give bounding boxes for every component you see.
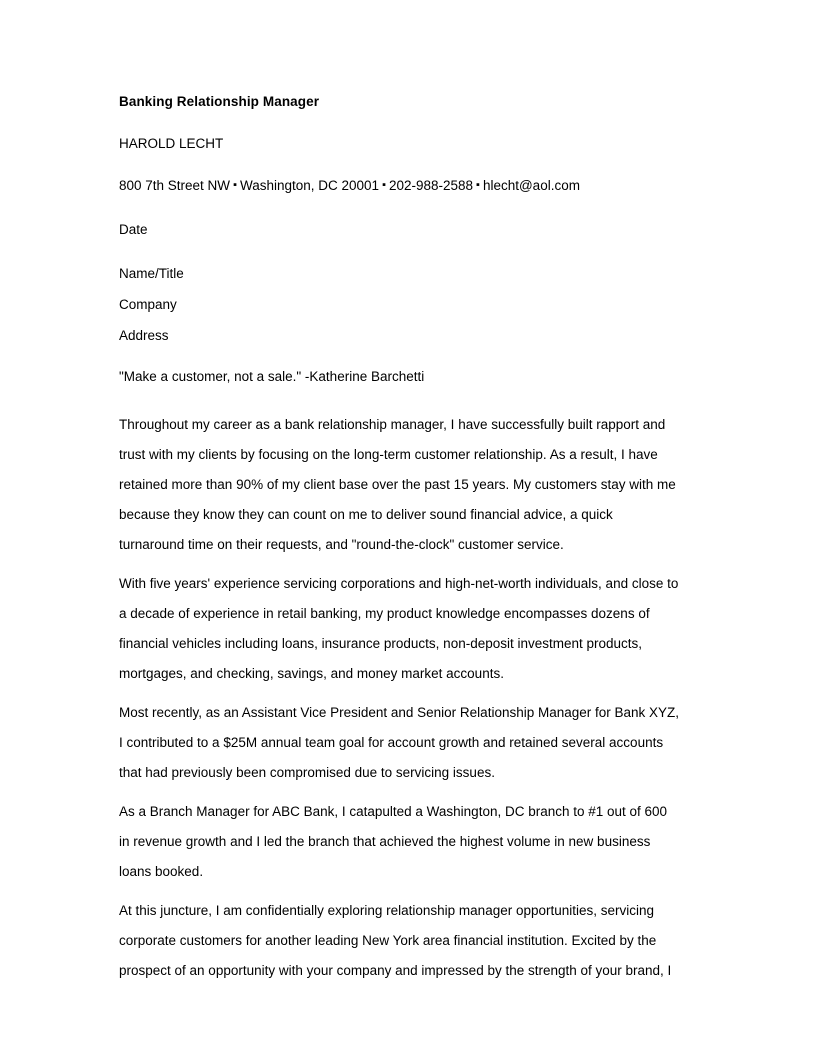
date-label: Date bbox=[119, 221, 148, 237]
body-paragraph: Throughout my career as a bank relationship manager, I have successfully built rapport and trust with my clients by focusing on the long-term customer relationship. As a result, I have retained more than 90% of my client base over the past 15 years. My customers stay with me because they know they can count on me to deliver sound financial advice, a quick turnaround time on their requests, and "round-the-clock" customer service. bbox=[119, 416, 676, 552]
body-paragraph: As a Branch Manager for ABC Bank, I catapulted a Washington, DC branch to #1 out of 600 in revenue growth and I led the branch that achieved the highest volume in new business loans booked. bbox=[119, 803, 668, 879]
bullet-separator-icon: ▪ bbox=[382, 179, 386, 192]
contact-phone: 202-988-2588 bbox=[388, 178, 474, 194]
body-paragraph: Most recently, as an Assistant Vice President and Senior Relationship Manager for Bank XYZ, I contributed to a $25M annual team goal for account growth and retained several accounts that had previously been compromised due to servicing issues. bbox=[119, 704, 680, 780]
bullet-separator-icon: ▪ bbox=[476, 179, 480, 192]
contact-email: hlecht@aol.com bbox=[482, 178, 580, 194]
recipient-company: Company bbox=[119, 296, 177, 312]
recipient-name-title: Name/Title bbox=[119, 265, 184, 281]
page-title: Banking Relationship Manager bbox=[119, 94, 320, 109]
sender-name: HAROLD LECHT bbox=[119, 136, 224, 152]
contact-street: 800 7th Street NW bbox=[119, 178, 231, 194]
epigraph-quote: "Make a customer, not a sale." -Katherine Barchetti bbox=[119, 369, 425, 385]
contact-line bbox=[119, 178, 681, 194]
contact-city-state-zip: Washington, DC 20001 bbox=[239, 178, 380, 194]
letter-content bbox=[119, 94, 681, 986]
recipient-address-block bbox=[119, 266, 681, 345]
body-paragraph: With five years' experience servicing corporations and high-net-worth individuals, and close to a decade of experience in retail banking, my product knowledge encompasses dozens of financial vehicles including loans, insurance products, non-deposit investment products, mortgages, and checking, savings, and money market accounts. bbox=[119, 575, 679, 681]
bullet-separator-icon: ▪ bbox=[233, 179, 237, 192]
body-paragraph: At this juncture, I am confidentially exploring relationship manager opportunities, servicing corporate customers for another leading New York area financial institution. Excited by the prospect of an opportunity with your company and impressed by the strength of your brand, I bbox=[119, 902, 672, 978]
recipient-address: Address bbox=[119, 328, 169, 344]
